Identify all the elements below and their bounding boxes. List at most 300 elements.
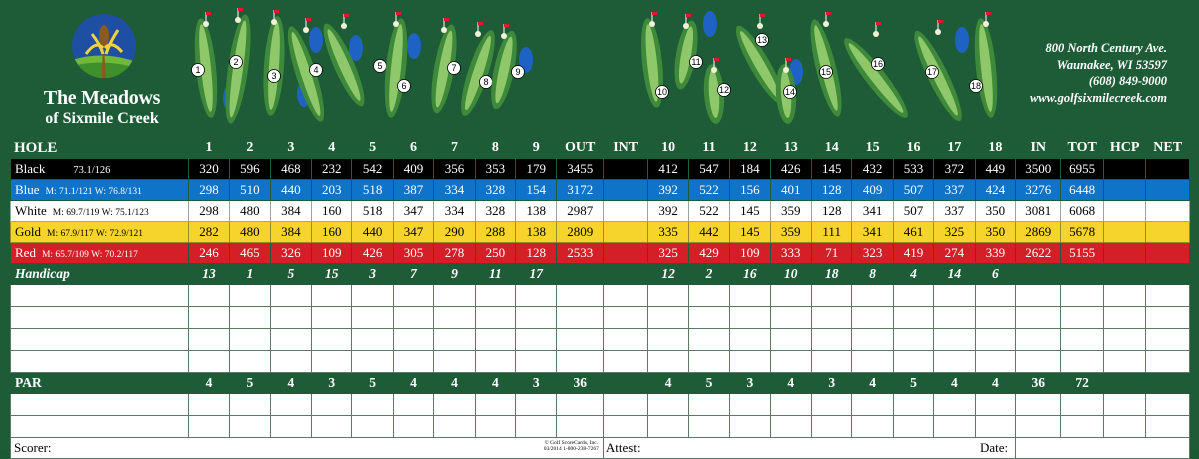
score-entry-cell[interactable] bbox=[393, 285, 433, 307]
yardage-cell: 547 bbox=[688, 159, 729, 180]
score-entry-cell[interactable] bbox=[603, 307, 647, 329]
score-entry-cell[interactable] bbox=[312, 329, 352, 351]
yardage-cell: 2622 bbox=[1016, 243, 1061, 264]
player-name-cell[interactable] bbox=[11, 394, 189, 416]
hole-layout-15 bbox=[804, 12, 848, 119]
par-cell: 5 bbox=[893, 373, 933, 394]
score-entry-cell[interactable] bbox=[1146, 307, 1190, 329]
logo-emblem bbox=[72, 14, 136, 78]
hole-layout-14 bbox=[774, 58, 803, 125]
score-entry-cell[interactable] bbox=[270, 329, 311, 351]
score-entry-cell[interactable] bbox=[975, 394, 1015, 416]
score-entry-cell[interactable] bbox=[1103, 329, 1145, 351]
yardage-cell: 160 bbox=[312, 201, 352, 222]
yardage-cell: 356 bbox=[434, 159, 475, 180]
score-entry-cell[interactable] bbox=[516, 307, 557, 329]
yardage-cell: 350 bbox=[975, 201, 1015, 222]
score-entry-cell[interactable] bbox=[770, 329, 811, 351]
score-entry-cell[interactable] bbox=[770, 394, 811, 416]
score-entry-cell[interactable] bbox=[811, 285, 851, 307]
score-entry-cell[interactable] bbox=[688, 416, 729, 438]
address-street: 800 North Century Ave. bbox=[1045, 41, 1167, 55]
score-entry-cell[interactable] bbox=[975, 307, 1015, 329]
score-entry-cell[interactable] bbox=[230, 351, 270, 373]
yardage-cell: 412 bbox=[648, 159, 688, 180]
score-entry-cell[interactable] bbox=[434, 307, 475, 329]
hole-number-label: 11 bbox=[691, 57, 701, 68]
course-logo bbox=[8, 6, 188, 134]
yardage-cell bbox=[603, 159, 647, 180]
score-entry-cell[interactable] bbox=[811, 329, 851, 351]
yardage-cell: 145 bbox=[730, 201, 770, 222]
score-entry-cell[interactable] bbox=[475, 416, 515, 438]
score-entry-cell[interactable] bbox=[1061, 416, 1103, 438]
yardage-cell bbox=[1103, 201, 1145, 222]
score-entry-cell[interactable] bbox=[434, 351, 475, 373]
hole-number-label: 12 bbox=[718, 85, 730, 96]
score-entry-cell[interactable] bbox=[557, 307, 603, 329]
score-entry-cell[interactable] bbox=[393, 394, 433, 416]
yardage-cell: 328 bbox=[475, 180, 515, 201]
score-entry-cell[interactable] bbox=[852, 351, 893, 373]
yardage-cell: 533 bbox=[893, 159, 933, 180]
hole-number-label: 8 bbox=[483, 77, 489, 88]
handicap-cell: 6 bbox=[975, 264, 1015, 285]
yardage-cell bbox=[1103, 159, 1145, 180]
score-entry-cell[interactable] bbox=[648, 285, 688, 307]
score-entry-cell[interactable] bbox=[188, 351, 229, 373]
score-entry-cell[interactable] bbox=[393, 329, 433, 351]
score-entry-cell[interactable] bbox=[688, 351, 729, 373]
tee-name: White bbox=[15, 203, 47, 218]
hole-layout-16 bbox=[837, 22, 914, 124]
score-entry-cell[interactable] bbox=[770, 285, 811, 307]
par-cell: 5 bbox=[230, 373, 270, 394]
handicap-cell bbox=[1146, 264, 1190, 285]
score-entry-cell[interactable] bbox=[475, 394, 515, 416]
yardage-cell: 138 bbox=[516, 222, 557, 243]
score-entry-cell[interactable] bbox=[1146, 416, 1190, 438]
player-name-cell[interactable] bbox=[11, 329, 189, 351]
score-entry-cell[interactable] bbox=[730, 285, 770, 307]
score-entry-cell[interactable] bbox=[811, 307, 851, 329]
yardage-cell: 372 bbox=[934, 159, 975, 180]
score-entry-cell[interactable] bbox=[811, 416, 851, 438]
score-entry-cell[interactable] bbox=[557, 329, 603, 351]
yardage-cell: 337 bbox=[934, 201, 975, 222]
score-entry-cell[interactable] bbox=[811, 351, 851, 373]
player-name-cell[interactable] bbox=[11, 416, 189, 438]
score-entry-cell[interactable] bbox=[603, 285, 647, 307]
score-entry-cell[interactable] bbox=[1103, 351, 1145, 373]
water-hazard bbox=[309, 27, 323, 53]
handicap-cell bbox=[1103, 264, 1145, 285]
yardage-cell: 184 bbox=[730, 159, 770, 180]
handicap-cell bbox=[1016, 264, 1061, 285]
score-entry-cell[interactable] bbox=[270, 394, 311, 416]
yardage-cell: 350 bbox=[975, 222, 1015, 243]
par-cell bbox=[603, 373, 647, 394]
score-entry-cell[interactable] bbox=[811, 394, 851, 416]
yardage-cell: 429 bbox=[688, 243, 729, 264]
score-entry-cell[interactable] bbox=[648, 394, 688, 416]
yardage-cell: 3455 bbox=[557, 159, 603, 180]
address-phone: (608) 849-9000 bbox=[1088, 74, 1167, 88]
score-entry-cell[interactable] bbox=[852, 416, 893, 438]
hole-header-cell: 4 bbox=[312, 138, 352, 159]
score-entry-cell[interactable] bbox=[730, 329, 770, 351]
score-entry-cell[interactable] bbox=[852, 394, 893, 416]
hole-header-cell: 9 bbox=[516, 138, 557, 159]
score-entry-row bbox=[11, 351, 1190, 373]
score-entry-cell[interactable] bbox=[1061, 285, 1103, 307]
yardage-cell: 325 bbox=[934, 222, 975, 243]
tee-name: Gold bbox=[15, 224, 41, 239]
score-entry-cell[interactable] bbox=[475, 285, 515, 307]
flag-icon bbox=[306, 18, 311, 21]
score-entry-cell[interactable] bbox=[230, 416, 270, 438]
handicap-cell: 9 bbox=[434, 264, 475, 285]
score-entry-cell[interactable] bbox=[852, 307, 893, 329]
flag-icon bbox=[938, 20, 943, 23]
yardage-cell: 326 bbox=[270, 243, 311, 264]
date-field[interactable] bbox=[980, 438, 1190, 459]
score-entry-cell[interactable] bbox=[934, 416, 975, 438]
score-entry-cell[interactable] bbox=[352, 351, 393, 373]
tee-name: Red bbox=[15, 245, 36, 260]
score-entry-cell[interactable] bbox=[270, 307, 311, 329]
flag-icon bbox=[504, 24, 509, 27]
score-entry-cell[interactable] bbox=[975, 329, 1015, 351]
score-entry-cell[interactable] bbox=[270, 416, 311, 438]
tee-label bbox=[11, 222, 189, 243]
score-entry-cell[interactable] bbox=[270, 285, 311, 307]
score-entry-cell[interactable] bbox=[770, 307, 811, 329]
par-cell: 5 bbox=[352, 373, 393, 394]
score-entry-cell[interactable] bbox=[648, 329, 688, 351]
score-entry-cell[interactable] bbox=[893, 351, 933, 373]
score-entry-cell[interactable] bbox=[893, 394, 933, 416]
handicap-cell: 17 bbox=[516, 264, 557, 285]
yardage-cell: 6448 bbox=[1061, 180, 1103, 201]
score-entry-cell[interactable] bbox=[516, 394, 557, 416]
yardage-cell: 465 bbox=[230, 243, 270, 264]
score-entry-cell[interactable] bbox=[648, 307, 688, 329]
yardage-cell: 359 bbox=[770, 201, 811, 222]
yardage-cell: 409 bbox=[852, 180, 893, 201]
par-cell bbox=[1146, 373, 1190, 394]
yardage-cell: 160 bbox=[312, 222, 352, 243]
yardage-cell: 392 bbox=[648, 201, 688, 222]
score-entry-cell[interactable] bbox=[730, 307, 770, 329]
yardage-cell: 3276 bbox=[1016, 180, 1061, 201]
yardage-cell: 384 bbox=[270, 201, 311, 222]
hole-layout-10 bbox=[637, 12, 668, 109]
score-entry-cell[interactable] bbox=[312, 416, 352, 438]
score-entry-cell[interactable] bbox=[393, 307, 433, 329]
score-entry-cell[interactable] bbox=[893, 307, 933, 329]
yardage-cell: 518 bbox=[352, 201, 393, 222]
score-entry-cell[interactable] bbox=[434, 285, 475, 307]
score-entry-cell[interactable] bbox=[603, 329, 647, 351]
score-entry-cell[interactable] bbox=[434, 394, 475, 416]
score-entry-cell[interactable] bbox=[975, 351, 1015, 373]
yardage-cell: 333 bbox=[770, 243, 811, 264]
score-entry-cell[interactable] bbox=[1061, 394, 1103, 416]
yardage-cell: 461 bbox=[893, 222, 933, 243]
score-entry-cell[interactable] bbox=[393, 416, 433, 438]
score-entry-cell[interactable] bbox=[648, 351, 688, 373]
score-table bbox=[10, 137, 1190, 459]
yardage-cell: 518 bbox=[352, 180, 393, 201]
flag-icon bbox=[206, 12, 211, 15]
fairway bbox=[845, 40, 907, 116]
score-entry-cell[interactable] bbox=[975, 285, 1015, 307]
yardage-cell bbox=[603, 222, 647, 243]
score-entry-cell[interactable] bbox=[1146, 285, 1190, 307]
hole-number-label: 10 bbox=[656, 87, 668, 98]
par-row bbox=[11, 373, 1190, 394]
score-entry-cell[interactable] bbox=[352, 285, 393, 307]
score-entry-cell[interactable] bbox=[1103, 394, 1145, 416]
score-entry-cell[interactable] bbox=[730, 394, 770, 416]
score-entry-cell[interactable] bbox=[557, 416, 603, 438]
score-entry-cell[interactable] bbox=[1016, 351, 1061, 373]
score-entry-cell[interactable] bbox=[516, 329, 557, 351]
score-entry-cell[interactable] bbox=[352, 329, 393, 351]
yardage-cell: 387 bbox=[393, 180, 433, 201]
score-entry-cell[interactable] bbox=[1146, 329, 1190, 351]
score-entry-cell[interactable] bbox=[352, 416, 393, 438]
score-entry-cell[interactable] bbox=[934, 307, 975, 329]
yardage-cell: 353 bbox=[475, 159, 515, 180]
attest-field[interactable] bbox=[603, 438, 1015, 459]
yardage-cell bbox=[1146, 201, 1190, 222]
hole-number-label: 7 bbox=[451, 63, 457, 74]
score-entry-cell[interactable] bbox=[475, 307, 515, 329]
score-entry-cell[interactable] bbox=[557, 394, 603, 416]
yardage-cell: 3500 bbox=[1016, 159, 1061, 180]
par-cell: 4 bbox=[975, 373, 1015, 394]
score-entry-cell[interactable] bbox=[1016, 394, 1061, 416]
score-entry-cell[interactable] bbox=[603, 351, 647, 373]
par-cell: 4 bbox=[852, 373, 893, 394]
score-entry-cell[interactable] bbox=[603, 394, 647, 416]
score-entry-row bbox=[11, 307, 1190, 329]
score-entry-cell[interactable] bbox=[434, 329, 475, 351]
handicap-cell bbox=[1061, 264, 1103, 285]
score-entry-lower-row bbox=[11, 416, 1190, 438]
yardage-cell: 432 bbox=[852, 159, 893, 180]
score-entry-cell[interactable] bbox=[852, 285, 893, 307]
score-entry-cell[interactable] bbox=[312, 394, 352, 416]
score-entry-cell[interactable] bbox=[516, 416, 557, 438]
score-entry-cell[interactable] bbox=[475, 329, 515, 351]
yardage-cell: 335 bbox=[648, 222, 688, 243]
handicap-cell: 5 bbox=[270, 264, 311, 285]
score-entry-cell[interactable] bbox=[230, 307, 270, 329]
yardage-cell: 145 bbox=[730, 222, 770, 243]
score-entry-cell[interactable] bbox=[1061, 307, 1103, 329]
yardage-cell: 409 bbox=[393, 159, 433, 180]
handicap-cell: 2 bbox=[688, 264, 729, 285]
score-entry-cell[interactable] bbox=[557, 351, 603, 373]
score-entry-cell[interactable] bbox=[934, 394, 975, 416]
flag-icon bbox=[760, 14, 765, 17]
score-entry-cell[interactable] bbox=[934, 351, 975, 373]
flag-icon bbox=[876, 22, 881, 25]
score-entry-cell[interactable] bbox=[1016, 307, 1061, 329]
score-entry-cell[interactable] bbox=[893, 416, 933, 438]
score-entry-cell[interactable] bbox=[434, 416, 475, 438]
hole-header-cell: 16 bbox=[893, 138, 933, 159]
yardage-cell: 542 bbox=[352, 159, 393, 180]
score-entry-cell[interactable] bbox=[688, 285, 729, 307]
score-entry-cell[interactable] bbox=[1016, 285, 1061, 307]
score-entry-cell[interactable] bbox=[516, 351, 557, 373]
hole-header-cell: 6 bbox=[393, 138, 433, 159]
score-entry-cell[interactable] bbox=[352, 394, 393, 416]
handicap-cell: 18 bbox=[811, 264, 851, 285]
hole-header-cell: 18 bbox=[975, 138, 1015, 159]
yardage-cell: 111 bbox=[811, 222, 851, 243]
hole-number-label: 14 bbox=[784, 87, 796, 98]
score-entry-cell[interactable] bbox=[1061, 351, 1103, 373]
hole-number-label: 1 bbox=[195, 65, 201, 76]
yardage-cell: 246 bbox=[188, 243, 229, 264]
score-entry-cell[interactable] bbox=[230, 285, 270, 307]
yardage-cell: 522 bbox=[688, 201, 729, 222]
score-entry-cell[interactable] bbox=[934, 329, 975, 351]
score-entry-cell[interactable] bbox=[188, 394, 229, 416]
handicap-cell: 13 bbox=[188, 264, 229, 285]
score-entry-cell[interactable] bbox=[475, 351, 515, 373]
yardage-cell bbox=[603, 180, 647, 201]
hole-header-cell: 7 bbox=[434, 138, 475, 159]
score-entry-cell[interactable] bbox=[1016, 416, 1061, 438]
score-entry-cell[interactable] bbox=[603, 416, 647, 438]
address-website[interactable]: www.golfsixmilecreek.com bbox=[1029, 90, 1167, 105]
yardage-cell: 250 bbox=[475, 243, 515, 264]
score-entry-cell[interactable] bbox=[188, 307, 229, 329]
hole-header-label: HOLE bbox=[11, 138, 189, 159]
flag-icon bbox=[344, 14, 349, 17]
score-entry-cell[interactable] bbox=[1146, 351, 1190, 373]
score-entry-cell[interactable] bbox=[688, 307, 729, 329]
handicap-cell: 1 bbox=[230, 264, 270, 285]
tee-label bbox=[11, 201, 189, 222]
score-entry-cell[interactable] bbox=[1103, 307, 1145, 329]
score-entry-cell[interactable] bbox=[1146, 394, 1190, 416]
flag-icon bbox=[986, 12, 991, 15]
score-entry-cell[interactable] bbox=[1103, 416, 1145, 438]
yardage-cell: 347 bbox=[393, 201, 433, 222]
scorer-field[interactable] bbox=[11, 438, 604, 459]
score-entry-cell[interactable] bbox=[648, 416, 688, 438]
course-name: The Meadows bbox=[43, 87, 161, 109]
score-entry-cell[interactable] bbox=[230, 394, 270, 416]
hole-header-cell: 8 bbox=[475, 138, 515, 159]
score-entry-cell[interactable] bbox=[188, 416, 229, 438]
hole-header-cell: 3 bbox=[270, 138, 311, 159]
par-cell: 4 bbox=[393, 373, 433, 394]
score-entry-cell[interactable] bbox=[688, 329, 729, 351]
score-entry-cell[interactable] bbox=[730, 351, 770, 373]
par-cell: 4 bbox=[770, 373, 811, 394]
score-entry-cell[interactable] bbox=[312, 351, 352, 373]
address-block bbox=[1030, 40, 1167, 106]
score-entry-cell[interactable] bbox=[188, 285, 229, 307]
player-name-cell[interactable] bbox=[11, 351, 189, 373]
score-entry-cell[interactable] bbox=[770, 416, 811, 438]
score-entry-cell[interactable] bbox=[770, 351, 811, 373]
score-entry-cell[interactable] bbox=[1061, 329, 1103, 351]
player-name-cell[interactable] bbox=[11, 285, 189, 307]
hole-number-label: 2 bbox=[233, 57, 239, 68]
hole-number-label: 9 bbox=[515, 67, 521, 78]
yardage-cell: 138 bbox=[516, 201, 557, 222]
score-entry-cell[interactable] bbox=[730, 416, 770, 438]
handicap-cell: 3 bbox=[352, 264, 393, 285]
hole-layout-17 bbox=[907, 20, 969, 125]
score-entry-cell[interactable] bbox=[516, 285, 557, 307]
par-cell: 3 bbox=[516, 373, 557, 394]
score-entry-cell[interactable] bbox=[270, 351, 311, 373]
yardage-cell: 3172 bbox=[557, 180, 603, 201]
attest-label: Attest: bbox=[605, 440, 641, 455]
handicap-cell bbox=[557, 264, 603, 285]
score-entry-cell[interactable] bbox=[312, 285, 352, 307]
hole-header-cell: HCP bbox=[1103, 138, 1145, 159]
score-entry-cell[interactable] bbox=[934, 285, 975, 307]
score-entry-cell[interactable] bbox=[1016, 329, 1061, 351]
flag-icon bbox=[786, 58, 791, 61]
par-cell: 3 bbox=[811, 373, 851, 394]
score-entry-cell[interactable] bbox=[852, 329, 893, 351]
par-cell: 36 bbox=[557, 373, 603, 394]
yardage-cell: 426 bbox=[352, 243, 393, 264]
yardage-cell bbox=[1103, 222, 1145, 243]
yardage-cell: 334 bbox=[434, 201, 475, 222]
hole-header-cell: 13 bbox=[770, 138, 811, 159]
score-entry-cell[interactable] bbox=[393, 351, 433, 373]
hole-header-cell: 10 bbox=[648, 138, 688, 159]
hole-number-label: 18 bbox=[970, 81, 982, 92]
score-entry-cell[interactable] bbox=[230, 329, 270, 351]
score-entry-cell[interactable] bbox=[975, 416, 1015, 438]
score-entry-cell[interactable] bbox=[312, 307, 352, 329]
yardage-cell: 401 bbox=[770, 180, 811, 201]
hole-number-label: 4 bbox=[313, 65, 319, 76]
yardage-cell: 203 bbox=[312, 180, 352, 201]
handicap-cell: 12 bbox=[648, 264, 688, 285]
score-entry-cell[interactable] bbox=[1103, 285, 1145, 307]
score-entry-cell[interactable] bbox=[893, 285, 933, 307]
tee-row-white bbox=[11, 201, 1190, 222]
yardage-cell: 480 bbox=[230, 201, 270, 222]
tee-row-black bbox=[11, 159, 1190, 180]
score-entry-cell[interactable] bbox=[352, 307, 393, 329]
score-entry-cell[interactable] bbox=[893, 329, 933, 351]
player-name-cell[interactable] bbox=[11, 307, 189, 329]
score-entry-cell[interactable] bbox=[188, 329, 229, 351]
yardage-cell: 507 bbox=[893, 180, 933, 201]
yardage-cell: 298 bbox=[188, 201, 229, 222]
yardage-cell: 288 bbox=[475, 222, 515, 243]
score-entry-cell[interactable] bbox=[557, 285, 603, 307]
score-entry-cell[interactable] bbox=[688, 394, 729, 416]
credit-line1: © Golf ScoreCards, Inc. bbox=[544, 440, 599, 446]
